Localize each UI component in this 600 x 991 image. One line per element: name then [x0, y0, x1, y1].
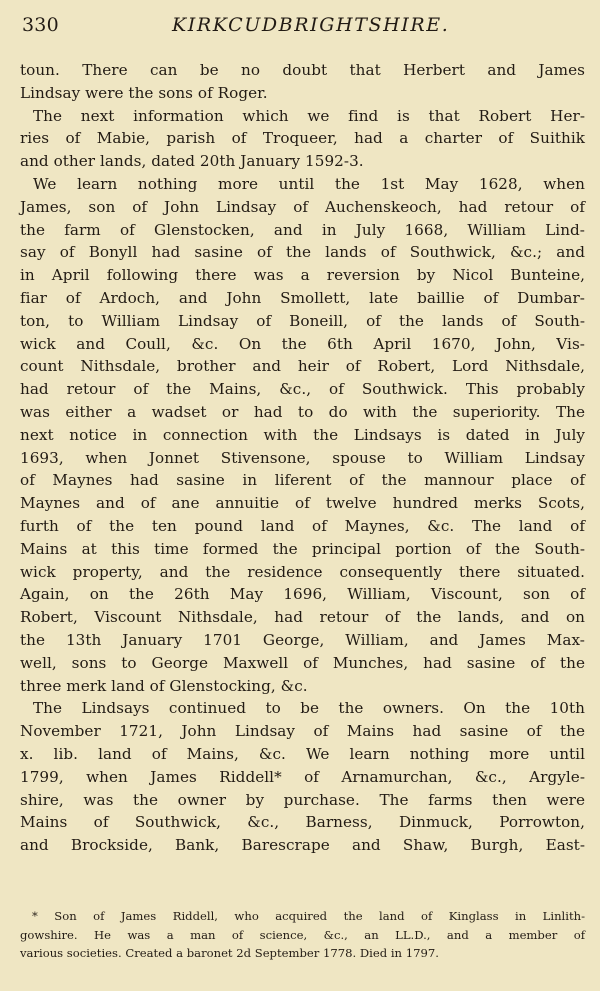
- text-line: Robert, Viscount Nithsdale, had retour of the lands, and on: [20, 608, 585, 627]
- text-line: The next information which we find is that Robert Her-: [33, 106, 585, 125]
- text-line: the farm of Glenstocken, and in July 1668, William Lind-: [20, 220, 585, 239]
- text-line: wick property, and the residence consequently there situated.: [20, 562, 585, 581]
- text-line: toun. There can be no doubt that Herbert and James: [20, 61, 585, 79]
- text-line: of Maynes had sasine in liferent of the mannour place of: [20, 471, 585, 490]
- text-line: count Nithsdale, brother and heir of Robert, Lord Nithsdale,: [20, 357, 585, 376]
- text-line: shire, was the owner by purchase. The farms then were: [20, 790, 585, 809]
- text-line: Lindsay were the sons of Roger.: [20, 83, 268, 102]
- text-line: Maynes and of ane annuitie of twelve hundred merks Scots,: [20, 494, 585, 513]
- text-line: had retour of the Mains, &c., of Southwick. This probably: [20, 380, 585, 399]
- text-line: and other lands, dated 20th January 1592-3.: [20, 152, 364, 171]
- text-line: and Brockside, Bank, Barescrape and Shaw, Burgh, East-: [20, 836, 585, 855]
- text-line: say of Bonyll had sasine of the lands of Southwick, &c.; and: [20, 243, 585, 262]
- text-line: x. lib. land of Mains, &c. We learn nothing more until: [20, 744, 585, 763]
- text-line: was either a wadset or had to do with the superiority. The: [20, 402, 585, 421]
- text-line: We learn nothing more until the 1st May 1628, when: [33, 174, 585, 193]
- text-line: Mains of Southwick, &c., Barness, Dinmuck, Porrowton,: [20, 813, 585, 832]
- page-number: 330: [22, 14, 59, 36]
- text-line: Mains at this time formed the principal portion of the South-: [20, 539, 585, 558]
- footnote-line: various societies. Created a baronet 2d September 1778. Died in 1797.: [20, 946, 439, 960]
- text-line: ton, to William Lindsay of Boneill, of the lands of South-: [20, 311, 585, 330]
- text-line: Again, on the 26th May 1696, William, Viscount, son of: [20, 585, 585, 604]
- text-line: November 1721, John Lindsay of Mains had sasine of the: [20, 722, 585, 741]
- text-line: furth of the ten pound land of Maynes, &c. The land of: [20, 516, 585, 535]
- text-line: 1693, when Jonnet Stivensone, spouse to William Lindsay: [20, 448, 585, 467]
- footnote-line: * Son of James Riddell, who acquired the land of Kinglass in Linlith-: [32, 909, 585, 923]
- text-line: ries of Mabie, parish of Troqueer, had a charter of Suithik: [20, 129, 585, 148]
- running-head: KIRKCUDBRIGHTSHIRE.: [172, 14, 450, 36]
- text-line: three merk land of Glenstocking, &c.: [20, 676, 308, 695]
- text-line: wick and Coull, &c. On the 6th April 1670, John, Vis-: [20, 334, 585, 353]
- text-line: The Lindsays continued to be the owners. On the 10th: [33, 699, 585, 718]
- page-header: [22, 14, 582, 42]
- text-line: well, sons to George Maxwell of Munches, had sasine of the: [20, 653, 585, 672]
- text-line: fiar of Ardoch, and John Smollett, late baillie of Dumbar-: [20, 288, 585, 307]
- text-line: James, son of John Lindsay of Auchenskeoch, had retour of: [20, 197, 585, 216]
- text-line: 1799, when James Riddell* of Arnamurchan, &c., Argyle-: [20, 767, 585, 786]
- body-text: [20, 59, 585, 857]
- footnote: [20, 907, 585, 963]
- text-line: next notice in connection with the Lindsays is dated in July: [20, 425, 585, 444]
- text-line: in April following there was a reversion by Nicol Bunteine,: [20, 266, 585, 285]
- text-line: the 13th January 1701 George, William, and James Max-: [20, 630, 585, 649]
- footnote-line: gowshire. He was a man of science, &c., an LL.D., and a member of: [20, 927, 585, 942]
